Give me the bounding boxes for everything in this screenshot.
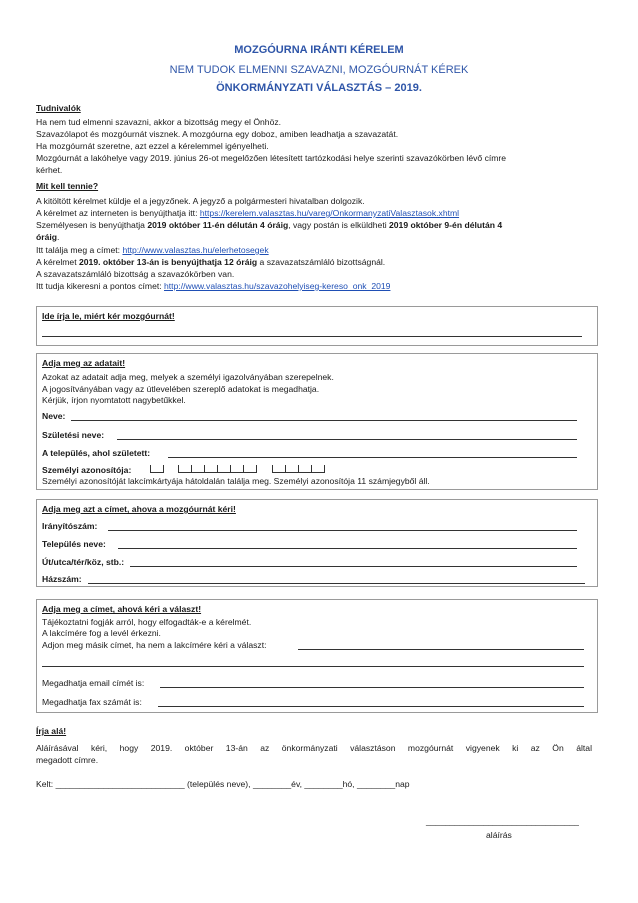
todo-line: óráig. (36, 232, 60, 242)
reply-other-address-field-2[interactable] (42, 666, 584, 667)
zip-label: Irányítószám: (42, 521, 98, 531)
sign-heading: Írja alá! (36, 726, 67, 736)
form-subtitle: NEM TUDOK ELMENNI SZAVAZNI, MOZGÓURNÁT KÉREK (169, 64, 469, 76)
birth-place-label: A település, ahol született: (42, 448, 151, 458)
info-line: Ha nem tud elmenni szavazni, akkor a bizottság megy el Önhöz. (36, 117, 282, 127)
id-digit-cell[interactable] (204, 465, 217, 473)
sign-statement-cont: megadott címre. (36, 755, 99, 765)
todo-line: Itt tudja kikeresni a pontos címet: http://www.valasztas.hu/szavazohelyiseg-kereso_onk_2019 (36, 281, 391, 291)
name-label: Neve: (42, 411, 66, 421)
id-number-note: Személyi azonosítóját lakcímkártyája hátoldalán találja meg. Személyi azonosítója 11 számjegyből áll. (42, 476, 430, 486)
reply-other-address-label: Adjon meg másik címet, ha nem a lakcímére kéri a választ: (42, 640, 267, 650)
birth-place-field[interactable] (168, 457, 577, 458)
reason-heading: Ide írja le, miért kér mozgóurnát! (42, 311, 175, 321)
town-label: Település neve: (42, 539, 106, 549)
info-heading: Tudnivalók (36, 103, 81, 113)
online-request-link[interactable]: https://kerelem.valasztas.hu/vareg/OnkormanyzatiValasztasok.xhtml (199, 208, 460, 218)
id-digit-cell[interactable] (178, 465, 191, 473)
sign-statement: Aláírásával kéri, hogy 2019. október 13-án az önkormányzati választáson mozgóurnát vigyenek ki az Ön által (36, 743, 592, 753)
id-number-label: Személyi azonosítója: (42, 465, 132, 475)
address-heading: Adja meg azt a címet, ahova a mozgóurnát kéri! (42, 504, 236, 514)
polling-station-finder-link[interactable]: http://www.valasztas.hu/szavazohelyiseg-kereso_onk_2019 (164, 281, 391, 291)
birth-name-label: Születési neve: (42, 430, 105, 440)
reason-input-line[interactable] (42, 336, 582, 337)
todo-line: A kitöltött kérelmet küldje el a jegyzőnek. A jegyző a polgármesteri hivatalban dolgozik. (36, 196, 365, 206)
info-line: kérhet. (36, 165, 63, 175)
id-digit-cell[interactable] (230, 465, 243, 473)
contacts-link[interactable]: http://www.valasztas.hu/elerhetosegek (122, 245, 269, 255)
birth-name-field[interactable] (117, 439, 577, 440)
reply-info: A lakcímére fog a levél érkezni. (42, 628, 161, 638)
signature-label: aláírás (486, 830, 512, 840)
todo-line: Itt találja meg a címet: http://www.valasztas.hu/elerhetosegek (36, 245, 269, 255)
house-number-field[interactable] (88, 583, 585, 584)
id-digit-cell[interactable] (217, 465, 230, 473)
id-number-field[interactable] (150, 465, 325, 476)
form-subtitle-election: ÖNKORMÁNYZATI VÁLASZTÁS – 2019. (216, 82, 422, 94)
personal-data-intro: Azokat az adatait adja meg, melyek a személyi igazolványában szerepelnek. (42, 372, 334, 382)
id-digit-cell[interactable] (272, 465, 285, 473)
info-line: Mozgóurnát a lakóhelye vagy 2019. június 26-ot megelőzően létesített tartózkodási helye szerinti szavazókörben lévő címre (36, 153, 507, 163)
zip-field[interactable] (108, 530, 577, 531)
email-label: Megadhatja email címét is: (42, 678, 145, 688)
id-digit-cell[interactable] (150, 465, 164, 473)
todo-line: A kérelmet 2019. október 13-án is benyújthatja 12 óráig a szavazatszámláló bizottságnál. (36, 257, 386, 267)
info-line: Szavazólapot és mozgóurnát visznek. A mozgóurna egy doboz, amiben leadhatja a szavazatát. (36, 129, 399, 139)
id-digit-cell[interactable] (298, 465, 311, 473)
id-digit-cell[interactable] (285, 465, 298, 473)
personal-data-intro: A jogosítványában vagy az útlevelében szereplő adatokat is megadhatja. (42, 384, 320, 394)
id-digit-cell[interactable] (191, 465, 204, 473)
signature-line[interactable]: ________________________________ (426, 816, 579, 826)
street-label: Út/utca/tér/köz, stb.: (42, 557, 125, 567)
date-place-line[interactable]: Kelt: ___________________________ (település neve), ________év, ________hó, ________nap (36, 779, 410, 789)
todo-heading: Mit kell tennie? (36, 181, 99, 191)
town-field[interactable] (118, 548, 577, 549)
reply-heading: Adja meg a címet, ahová kéri a választ! (42, 604, 202, 614)
street-field[interactable] (130, 566, 577, 567)
reply-other-address-field[interactable] (298, 649, 584, 650)
fax-field[interactable] (158, 706, 584, 707)
todo-line: A kérelmet az interneten is benyújthatja itt: https://kerelem.valasztas.hu/vareg/OnkormanyzatiValasztasok.xhtml (36, 208, 460, 218)
id-digit-cell[interactable] (311, 465, 325, 473)
personal-data-heading: Adja meg az adatait! (42, 358, 126, 368)
todo-line: Személyesen is benyújthatja 2019 október 11-én délután 4 óráig, vagy postán is elküldheti 2019 október 9-én délután 4 (36, 220, 503, 230)
id-digit-cell[interactable] (243, 465, 257, 473)
personal-data-intro: Kérjük, írjon nyomtatott nagybetűkkel. (42, 395, 186, 405)
reply-info: Tájékoztatni fogják arról, hogy elfogadták-e a kérelmét. (42, 617, 252, 627)
info-line: Ha mozgóurnát szeretne, azt ezzel a kérelemmel igényelheti. (36, 141, 269, 151)
name-field[interactable] (71, 420, 577, 421)
form-title: MOZGÓURNA IRÁNTI KÉRELEM (234, 44, 404, 56)
house-number-label: Házszám: (42, 574, 82, 584)
todo-line: A szavazatszámláló bizottság a szavazókörben van. (36, 269, 235, 279)
fax-label: Megadhatja fax számát is: (42, 697, 142, 707)
email-field[interactable] (160, 687, 584, 688)
